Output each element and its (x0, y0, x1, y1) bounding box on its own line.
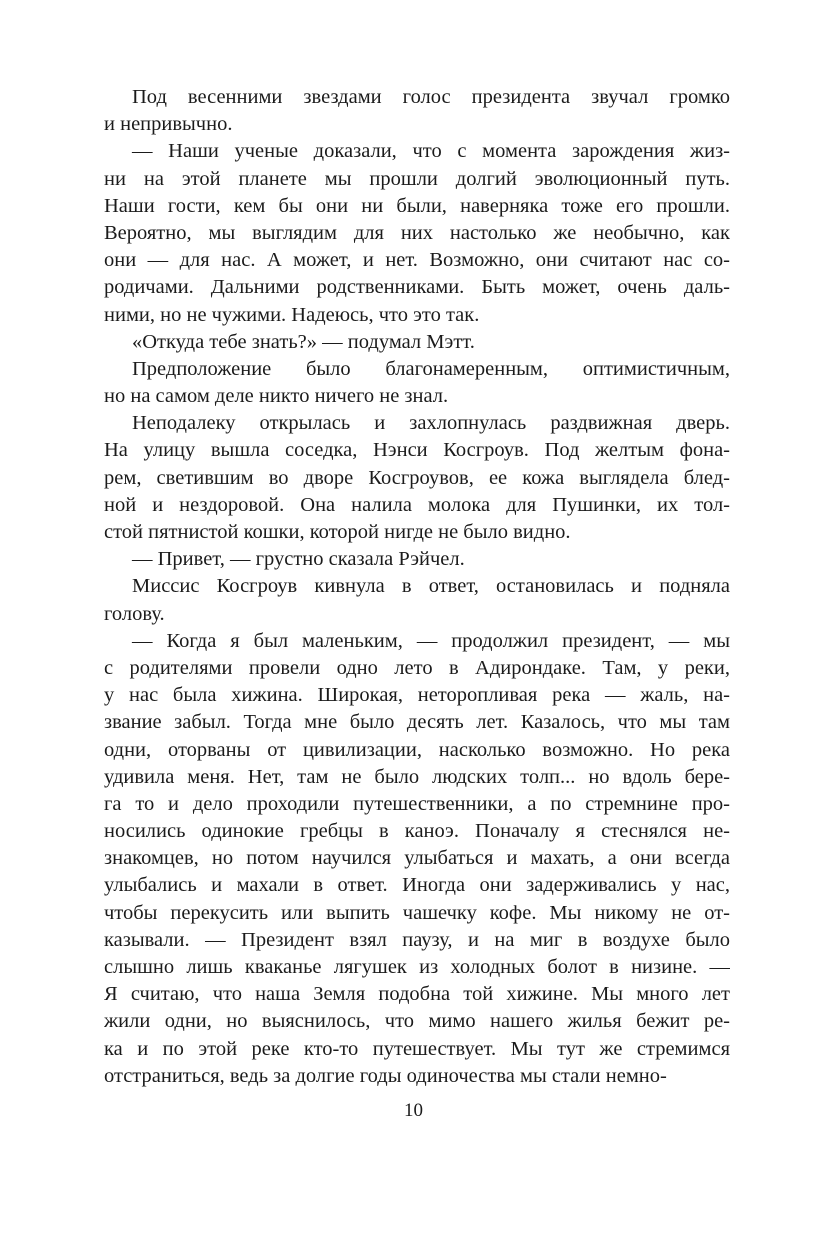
text-line: одни, оторваны от цивилизации, насколько возможно. Но река (104, 738, 730, 761)
text-line: ни на этой планете мы прошли долгий эволюционный путь. (104, 167, 730, 190)
text-line: слышно лишь кваканье лягушек из холодных болот в низине. — (104, 956, 730, 978)
page-number: 10 (404, 1100, 423, 1121)
text-line: родичами. Дальними родственниками. Быть может, очень даль- (104, 276, 730, 299)
text-line: рем, светившим во дворе Косгроувов, ее кожа выглядела блед- (104, 466, 730, 489)
page-text (104, 84, 730, 1090)
text-line: стой пятнистой кошки, которой нигде не было видно. (104, 521, 571, 543)
text-line: знакомцев, но потом научился улыбаться и махать, а они всегда (104, 847, 730, 870)
text-line: Миссис Косгроув кивнула в ответ, остановилась и подняла (132, 575, 730, 598)
paragraph (104, 546, 730, 573)
text-line: они — для нас. А может, и нет. Возможно, они считают нас со- (104, 249, 730, 272)
text-line: но на самом деле никто ничего не знал. (104, 385, 449, 408)
paragraph (104, 356, 730, 410)
text-line: улыбались и махали в ответ. Иногда они задерживались у нас, (104, 874, 730, 897)
text-line: «Откуда тебе знать?» — подумал Мэтт. (132, 330, 475, 353)
text-line: Предположение было благонамеренным, оптимистичным, (132, 357, 730, 380)
text-line: казывали. — Президент взял паузу, и на миг в воздухе было (104, 928, 730, 951)
paragraph (104, 628, 730, 1090)
paragraph (104, 84, 730, 138)
text-line: и непривычно. (104, 113, 233, 136)
text-line: у нас была хижина. Широкая, неторопливая река — жаль, на- (104, 684, 730, 707)
paragraph (104, 329, 730, 356)
text-line: Я считаю, что наша Земля подобна той хижине. Мы много лет (104, 983, 730, 1006)
text-line: с родителями провели одно лето в Адирондаке. Там, у реки, (104, 656, 730, 679)
text-line: Под весенними звездами голос президента звучал громко (132, 86, 730, 108)
text-line: звание забыл. Тогда мне было десять лет. Казалось, что мы там (104, 711, 730, 734)
text-line: Вероятно, мы выглядим для них настолько же необычно, как (104, 221, 730, 244)
text-line: Наши гости, кем бы они ни были, наверняка тоже его прошли. (104, 194, 730, 217)
text-line: ними, но не чужими. Надеюсь, что это так. (104, 303, 480, 326)
text-line: На улицу вышла соседка, Нэнси Косгроув. Под желтым фона- (104, 439, 730, 462)
text-line: удивила меня. Нет, там не было людских толп... но вдоль бере- (104, 765, 730, 788)
text-line: отстраниться, ведь за долгие годы одиночества мы стали немно- (104, 1064, 667, 1087)
text-line: Неподалеку открылась и захлопнулась раздвижная дверь. (132, 412, 730, 435)
paragraph (104, 138, 730, 328)
text-line: чтобы перекусить или выпить чашечку кофе. Мы никому не от- (104, 901, 730, 924)
text-line: — Наши ученые доказали, что с момента зарождения жиз- (132, 140, 730, 163)
text-line: голову. (104, 602, 165, 625)
paragraph (104, 410, 730, 546)
text-line: жили одни, но выяснилось, что мимо нашего жилья бежит ре- (104, 1010, 730, 1033)
paragraph (104, 573, 730, 627)
text-line: га то и дело проходили путешественники, а по стремнине про- (104, 792, 730, 815)
text-line: — Привет, — грустно сказала Рэйчел. (132, 548, 465, 571)
text-line: носились одинокие гребцы в каноэ. Поначалу я стеснялся не- (104, 820, 730, 843)
text-line: ка и по этой реке кто-то путешествует. Мы тут же стремимся (104, 1037, 730, 1060)
text-line: — Когда я был маленьким, — продолжил президент, — мы (132, 629, 730, 652)
text-line: ной и нездоровой. Она налила молока для Пушинки, их тол- (104, 493, 730, 516)
